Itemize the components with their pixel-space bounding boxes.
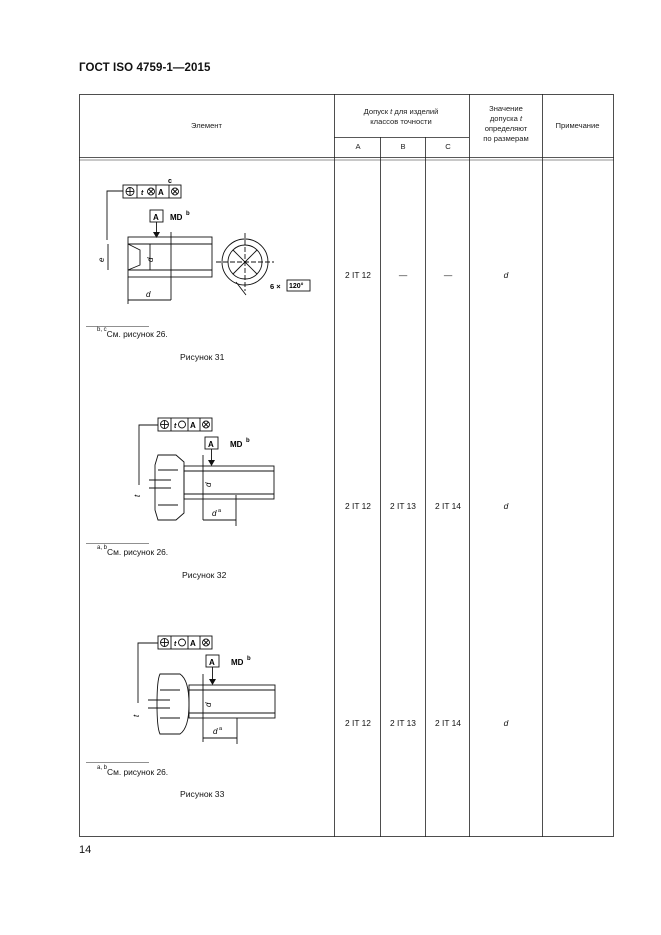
- fig31-angle: 6 ×: [270, 282, 281, 291]
- row2-footnote: $^{a, b}$См. рисунок 26.: [97, 545, 169, 557]
- row1-figure-caption: Рисунок 31: [180, 352, 225, 362]
- fig31-angle-box: 120°: [289, 283, 304, 290]
- header-class-a: A: [355, 142, 361, 151]
- fig32-datum: A: [208, 440, 214, 449]
- fig31-dim-t: d: [146, 257, 155, 262]
- row3-class-b: 2 IT 13: [390, 718, 416, 728]
- row3-value: d: [503, 718, 509, 728]
- page-number: 14: [79, 844, 92, 856]
- fig32-md: MD: [230, 440, 243, 449]
- fig32-md-sup: b: [246, 438, 250, 444]
- row2-figure-caption: Рисунок 32: [182, 570, 227, 580]
- header-note: Примечание: [555, 121, 600, 130]
- row2-class-a: 2 IT 12: [345, 501, 371, 511]
- fig31-datum: A: [153, 213, 159, 222]
- fig33-dim-d: d: [204, 702, 213, 707]
- row2-class-c: 2 IT 14: [435, 501, 461, 511]
- row1-footnote: $^{b, c}$См. рисунок 26.: [97, 327, 168, 339]
- fig32-dim-da: d: [212, 509, 217, 518]
- fig31-md-sup: b: [186, 211, 190, 217]
- fig31-md: MD: [170, 213, 183, 222]
- row1-class-a: 2 IT 12: [345, 270, 371, 280]
- fig33-dim-da: d: [213, 727, 218, 736]
- row2-value: d: [503, 501, 509, 511]
- fig33-md-sup: b: [247, 656, 251, 662]
- row3-class-a: 2 IT 12: [345, 718, 371, 728]
- header-element: Элемент: [191, 121, 222, 130]
- row3-class-c: 2 IT 14: [435, 718, 461, 728]
- fig33-dim-t: t: [132, 714, 141, 717]
- header-tolerance: Допуск t для изделий классов точности: [363, 107, 439, 126]
- row1-value: d: [503, 270, 509, 280]
- row1-class-b: —: [398, 270, 408, 280]
- fig31-sup-c: c: [168, 178, 172, 185]
- header-class-c: C: [445, 142, 451, 151]
- fig33-md: MD: [231, 658, 244, 667]
- header-class-b: B: [400, 142, 406, 151]
- fig32-dim-t: t: [133, 494, 142, 497]
- svg-text:t: t: [174, 641, 177, 648]
- row3-footnote: $^{a, b}$См. рисунок 26.: [97, 765, 169, 777]
- fig31-dim-d: d: [146, 290, 151, 299]
- fig33-datum: A: [209, 658, 215, 667]
- document-title: ГОСТ ISO 4759-1—2015: [79, 62, 211, 74]
- row3-figure-caption: Рисунок 33: [180, 789, 225, 799]
- svg-text:t: t: [141, 190, 144, 197]
- fig32-dim-da-sup: a: [218, 508, 222, 514]
- fig31-dim-e: e: [97, 257, 106, 262]
- svg-text:A: A: [190, 639, 196, 648]
- svg-text:t: t: [174, 423, 177, 430]
- svg-text:A: A: [190, 421, 196, 430]
- row2-class-b: 2 IT 13: [390, 501, 416, 511]
- fig32-dim-d: d: [204, 482, 213, 487]
- row1-class-c: —: [443, 270, 453, 280]
- fig33-dim-da-sup: a: [219, 726, 223, 732]
- svg-text:A: A: [158, 188, 164, 197]
- header-value: Значение допуска t определяют по размерам: [483, 104, 529, 143]
